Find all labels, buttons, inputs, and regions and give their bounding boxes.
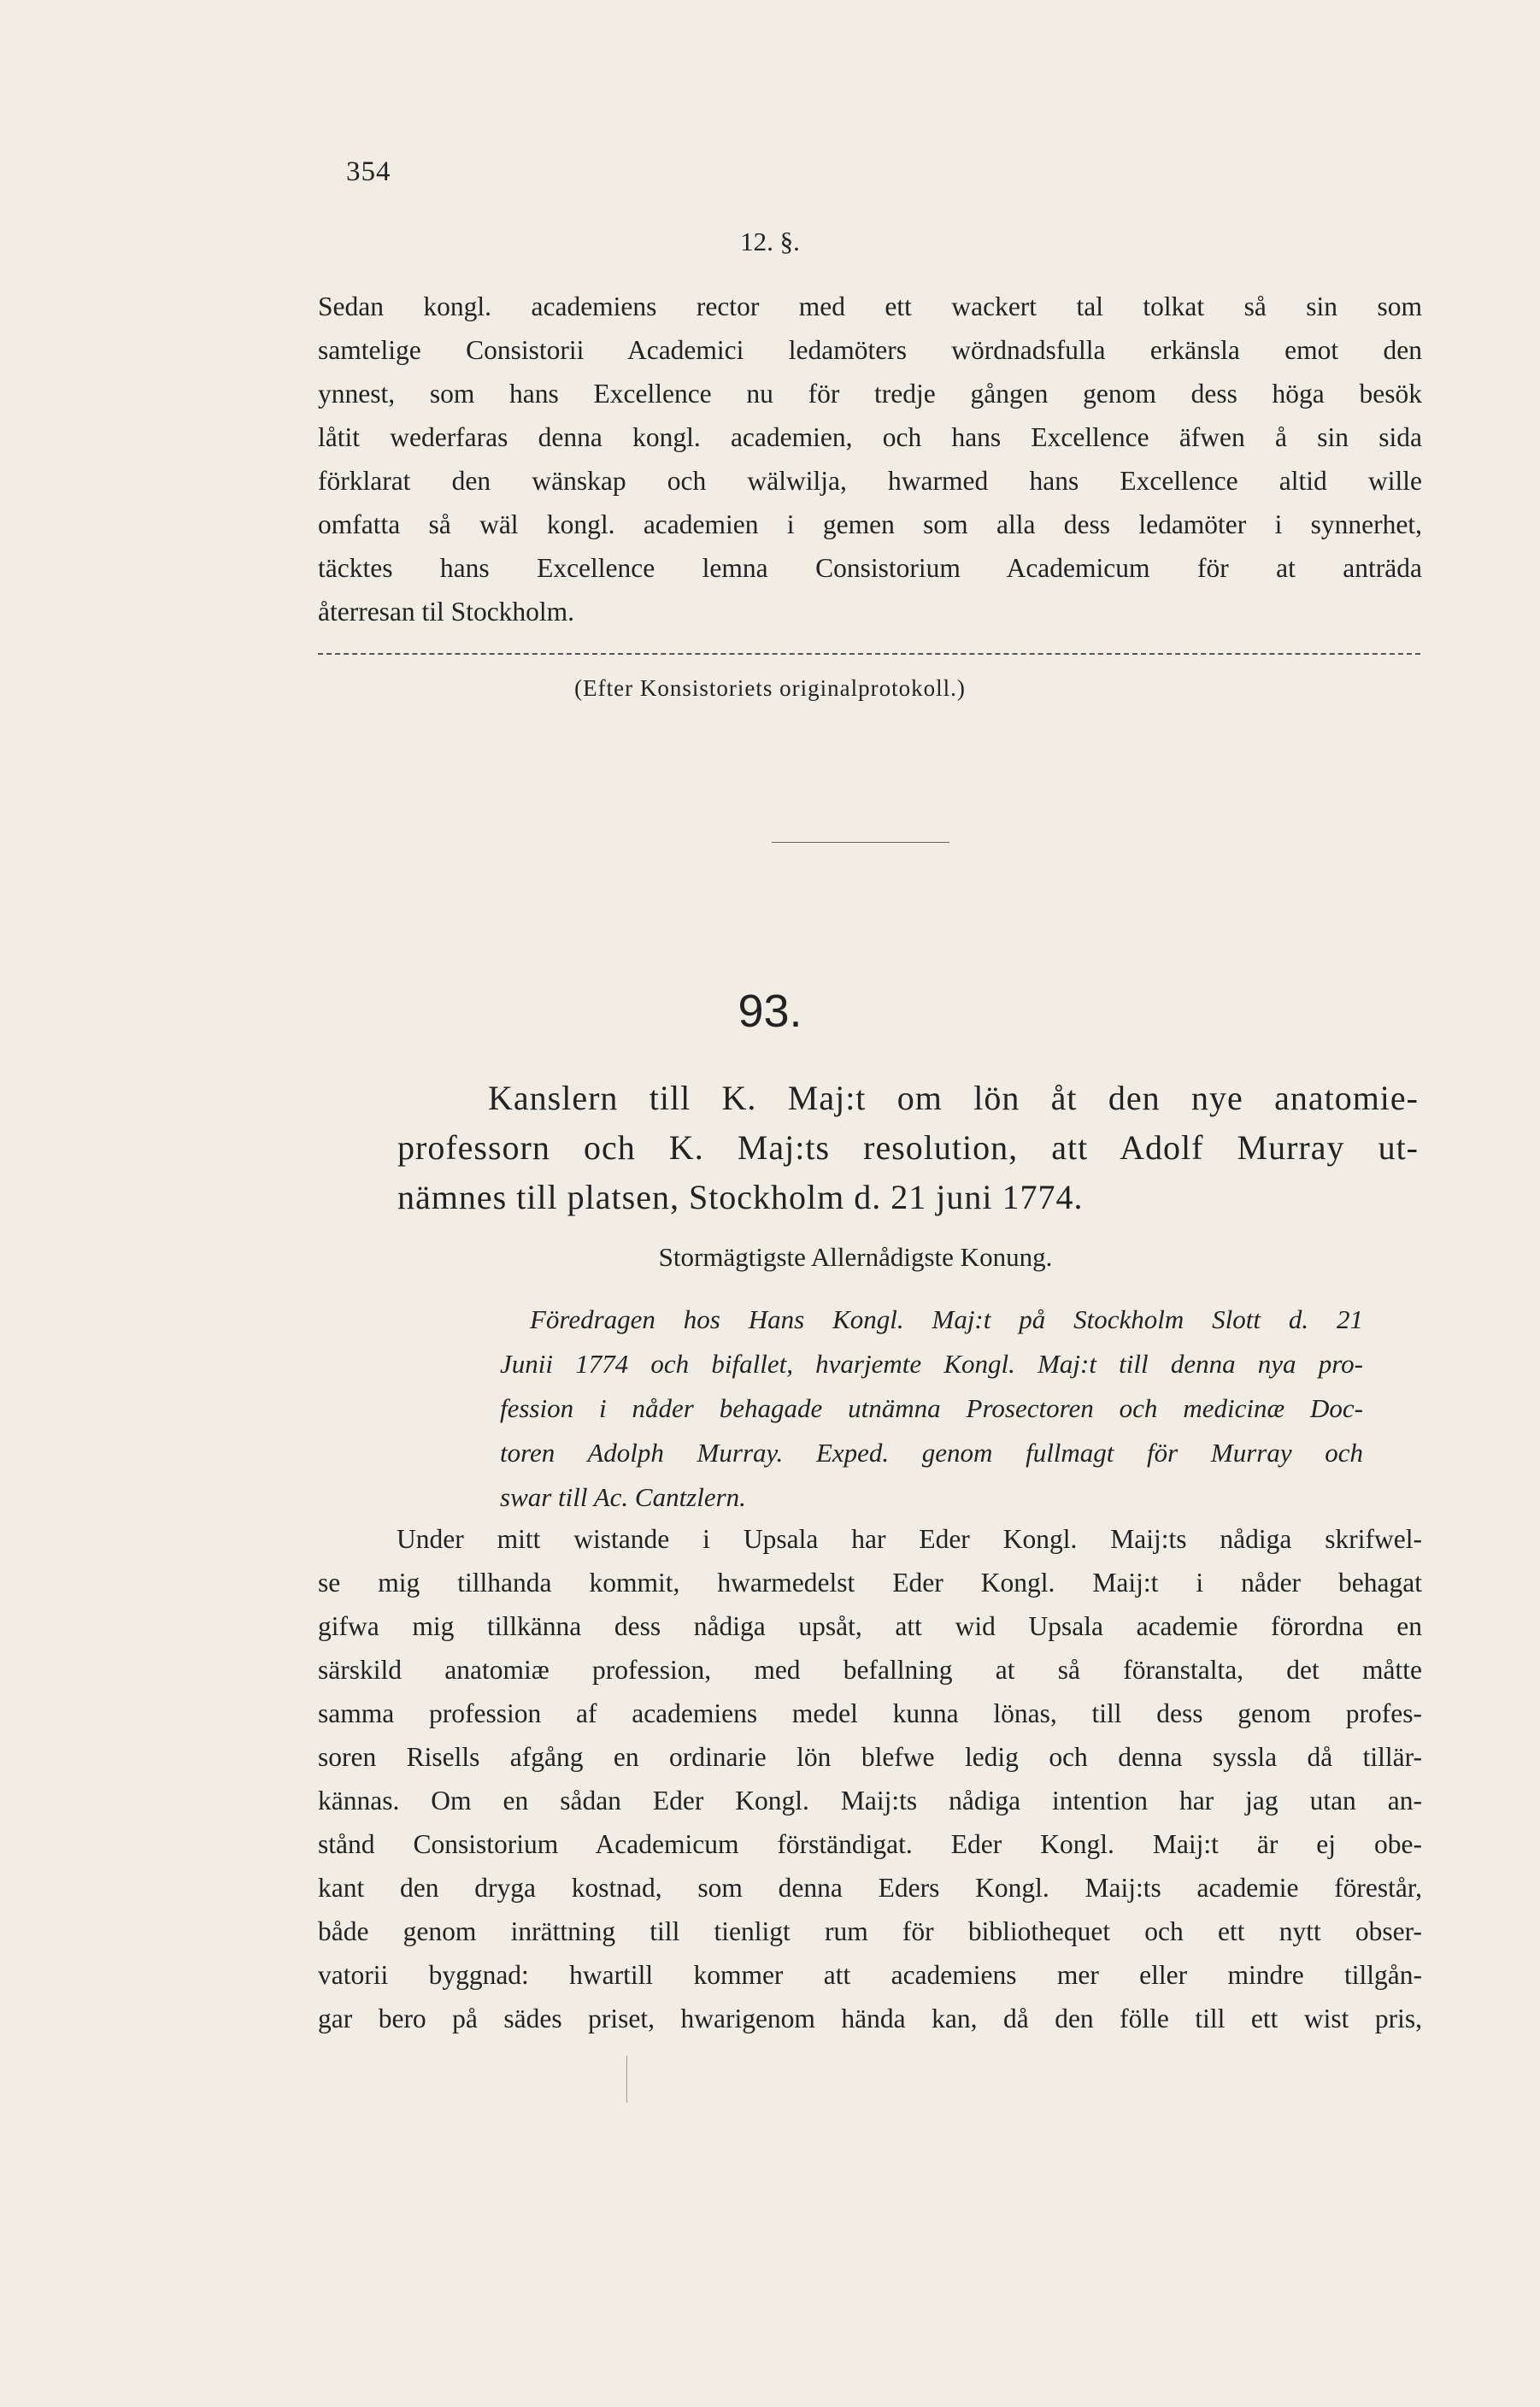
text-line: återresan til Stockholm. [318, 597, 575, 627]
dashed-divider [318, 653, 1420, 655]
text-line: Under mitt wistande i Upsala har Eder Kongl. Maij:ts nådiga skrifwel- [397, 1524, 1422, 1554]
annotation-line: toren Adolph Murray. Exped. genom fullmagt för Murray och [500, 1438, 1363, 1468]
text-line: Sedan kongl. academiens rector med ett wackert tal tolkat så sin som [318, 291, 1422, 321]
resolution-annotation [500, 1298, 1363, 1520]
title-line: Kanslern till K. Maj:t om lön åt den nye anatomie- [488, 1079, 1419, 1117]
text-line: kant den dryga kostnad, som denna Eders Kongl. Maij:ts academie förestår, [318, 1873, 1422, 1903]
text-line: stånd Consistorium Academicum förständigat. Eder Kongl. Maij:t är ej obe- [318, 1829, 1422, 1859]
text-line: ynnest, som hans Excellence nu för tredje gången genom dess höga besök [318, 379, 1422, 409]
paragraph-protocol-text [318, 285, 1422, 633]
text-line: se mig tillhanda kommit, hwarmedelst Eder Kongl. Maij:t i nåder behagat [318, 1568, 1422, 1598]
text-line: både genom inrättning till tienligt rum för bibliothequet och ett nytt obser- [318, 1916, 1422, 1946]
text-line: soren Risells afgång en ordinarie lön blefwe ledig och denna syssla då tillär- [318, 1742, 1422, 1772]
text-line: låtit wederfaras denna kongl. academien, och hans Excellence äfwen å sin sida [318, 422, 1422, 452]
section-heading: 12. §. [740, 227, 800, 256]
text-line: kännas. Om en sådan Eder Kongl. Maij:ts nådiga intention har jag utan an- [318, 1786, 1422, 1816]
text-line: omfatta så wäl kongl. academien i gemen som alla dess ledamöter i synnerhet, [318, 509, 1422, 539]
source-note: (Efter Konsistoriets originalprotokoll.) [574, 675, 966, 701]
text-line: särskild anatomiæ profession, med befallning at så föranstalta, det måtte [318, 1655, 1422, 1685]
text-line: täcktes hans Excellence lemna Consistorium Academicum för at anträda [318, 553, 1422, 583]
text-line: vatorii byggnad: hwartill kommer att academiens mer eller mindre tillgån- [318, 1960, 1422, 1990]
title-line: nämnes till platsen, Stockholm d. 21 juni 1774. [397, 1178, 1084, 1216]
annotation-line: swar till Ac. Cantzlern. [500, 1482, 746, 1512]
document-title [397, 1074, 1419, 1222]
title-line: professorn och K. Maj:ts resolution, att Adolf Murray ut- [397, 1128, 1419, 1167]
text-line: gifwa mig tillkänna dess nådiga upsåt, att wid Upsala academie förordna en [318, 1611, 1422, 1641]
paper-mark [626, 2056, 628, 2103]
page-number: 354 [346, 156, 391, 187]
text-line: förklarat den wänskap och wälwilja, hwarmed hans Excellence altid wille [318, 466, 1422, 496]
document-number: 93. [738, 986, 802, 1037]
annotation-line: fession i nåder behagade utnämna Prosectoren och medicinæ Doc- [500, 1393, 1363, 1423]
text-line: gar bero på sädes priset, hwarigenom hända kan, då den fölle till ett wist pris, [318, 2004, 1422, 2033]
paragraph-letter-text [318, 1517, 1422, 2040]
annotation-line: Junii 1774 och bifallet, hvarjemte Kongl. Maj:t till denna nya pro- [500, 1349, 1363, 1379]
text-line: samma profession af academiens medel kunna lönas, till dess genom profes- [318, 1698, 1422, 1728]
text-line: samtelige Consistorii Academici ledamöters wördnadsfulla erkänsla emot den [318, 335, 1422, 365]
salutation: Stormägtigste Allernådigste Konung. [658, 1242, 1053, 1272]
section-divider [772, 842, 949, 843]
annotation-line: Föredragen hos Hans Kongl. Maj:t på Stockholm Slott d. 21 [530, 1304, 1363, 1334]
